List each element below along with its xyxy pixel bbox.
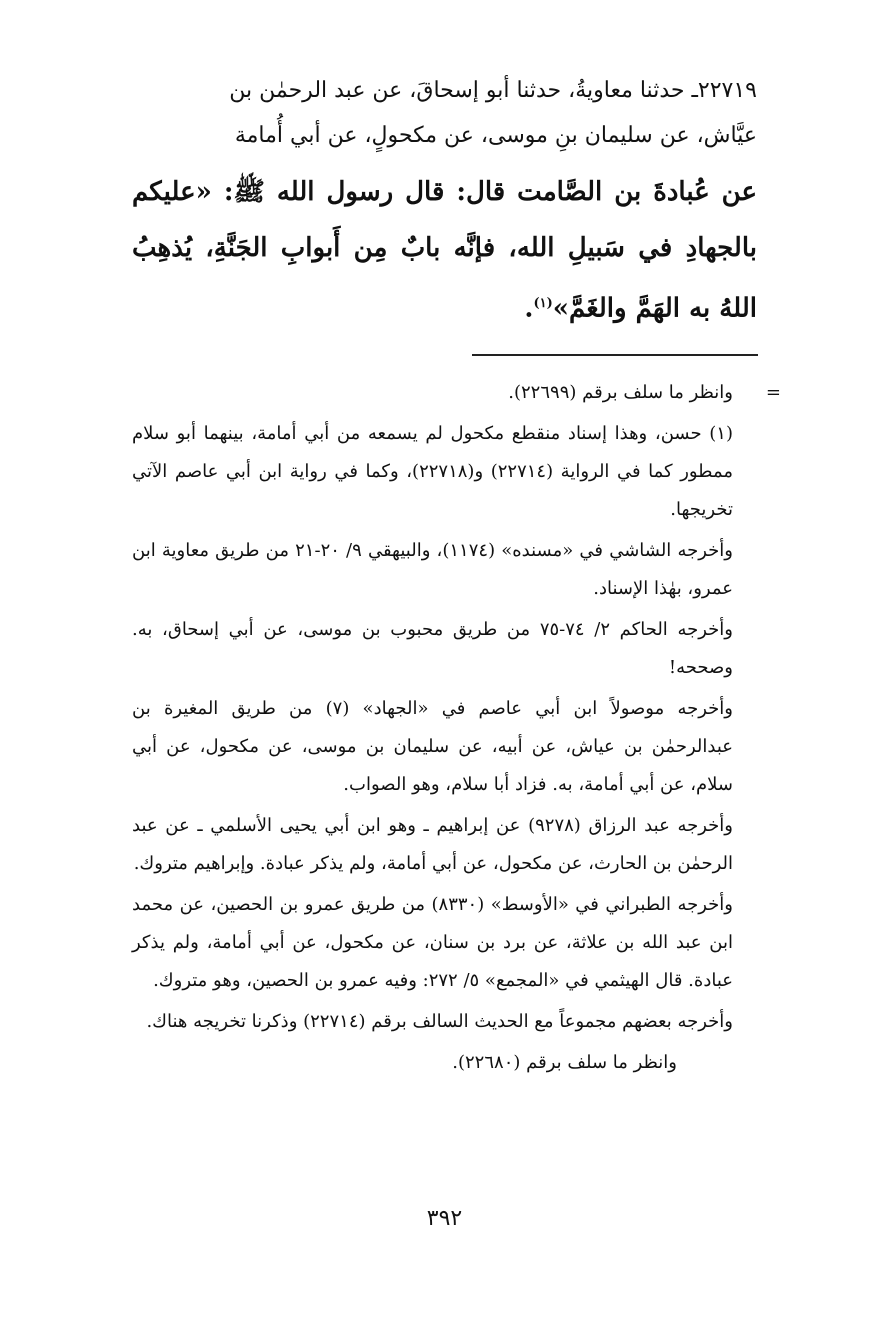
hadith-matn — [132, 164, 757, 337]
footnote-paragraph-2: وأخرجه الشاشي في «مسنده» (١١٧٤)، والبيهقي ٩/ ٢٠-٢١ من طريق معاوية ابن عمرو، بهٰذا الإسناد. — [132, 540, 733, 599]
footnotes-section — [132, 374, 781, 1085]
footnote-reference[interactable]: (١) — [533, 296, 553, 311]
footnote-closing: وانظر ما سلف برقم (٢٢٦٨٠). — [452, 1052, 677, 1073]
footnote-paragraph-7: وأخرجه بعضهم مجموعاً مع الحديث السالف برقم (٢٢٧١٤) وذكرنا تخريجه هناك. — [146, 1011, 733, 1032]
footnote-paragraph-4: وأخرجه موصولاً ابن أبي عاصم في «الجهاد» (٧) من طريق المغيرة بن عبدالرحمٰن بن عياش، عن أبيه، عن سليمان بن موسى، عن مكحول، عن أبي سلام، عن أبي أمامة، به. فزاد أبا سلام، وهو الصواب. — [132, 698, 733, 795]
footnote-paragraph-1: (١) حسن، وهذا إسناد منقطع مكحول لم يسمعه من أبي أمامة، بينهما أبو سلام ممطور كما في الرواية (٢٢٧١٤) و(٢٢٧١٨)، وكما في رواية ابن أبي عاصم الآتي تخريجها. — [132, 423, 733, 520]
hadith-text — [132, 68, 757, 337]
matn-end: . — [524, 293, 534, 324]
page-number: ٣٩٢ — [426, 1206, 463, 1231]
footnote-continuation — [132, 374, 781, 412]
footnote-paragraph-5: وأخرجه عبد الرزاق (٩٢٧٨) عن إبراهيم ـ وهو ابن أبي يحيى الأسلمي ـ عن عبد الرحمٰن بن الحارث، عن مكحول، عن أبي أمامة، ولم يذكر عبادة. وإبراهيم متروك. — [132, 815, 733, 874]
footnote-paragraph-6: وأخرجه الطبراني في «الأوسط» (٨٣٣٠) من طريق عمرو بن الحصين، عن محمد ابن عبد الله بن علاثة، عن برد بن سنان، عن مكحول، عن أبي أمامة، ولم يذكر عبادة. قال الهيثمي في «المجمع» ٥/ ٢٧٢: وفيه عمرو بن الحصين، وهو متروك. — [132, 894, 733, 991]
footnote-paragraph-3: وأخرجه الحاكم ٢/ ٧٤-٧٥ من طريق محبوب بن موسى، عن أبي إسحاق، به. وصححه! — [132, 619, 733, 678]
footnote-separator — [472, 354, 758, 356]
isnad-line-1: ٢٢٧١٩ـ حدثنا معاويةُ، حدثنا أبو إسحاقَ، عن عبد الرحمٰن بن — [229, 78, 757, 103]
continuation-text: وانظر ما سلف برقم (٢٢٦٩٩). — [508, 382, 733, 403]
isnad-line-2: عيَّاش، عن سليمان بنِ موسى، عن مكحولٍ، عن أبي أُمامة — [234, 123, 757, 148]
matn-text: عن عُبادةَ بن الصَّامت قال: قال رسول الله ﷺ: «عليكم بالجهادِ في سَبيلِ الله، فإنَّه بابٌ مِن أَبوابِ الجَنَّةِ، يُذهِبُ اللهُ به الهَمَّ والغَمَّ» — [132, 177, 757, 324]
continuation-mark: = — [765, 382, 781, 403]
